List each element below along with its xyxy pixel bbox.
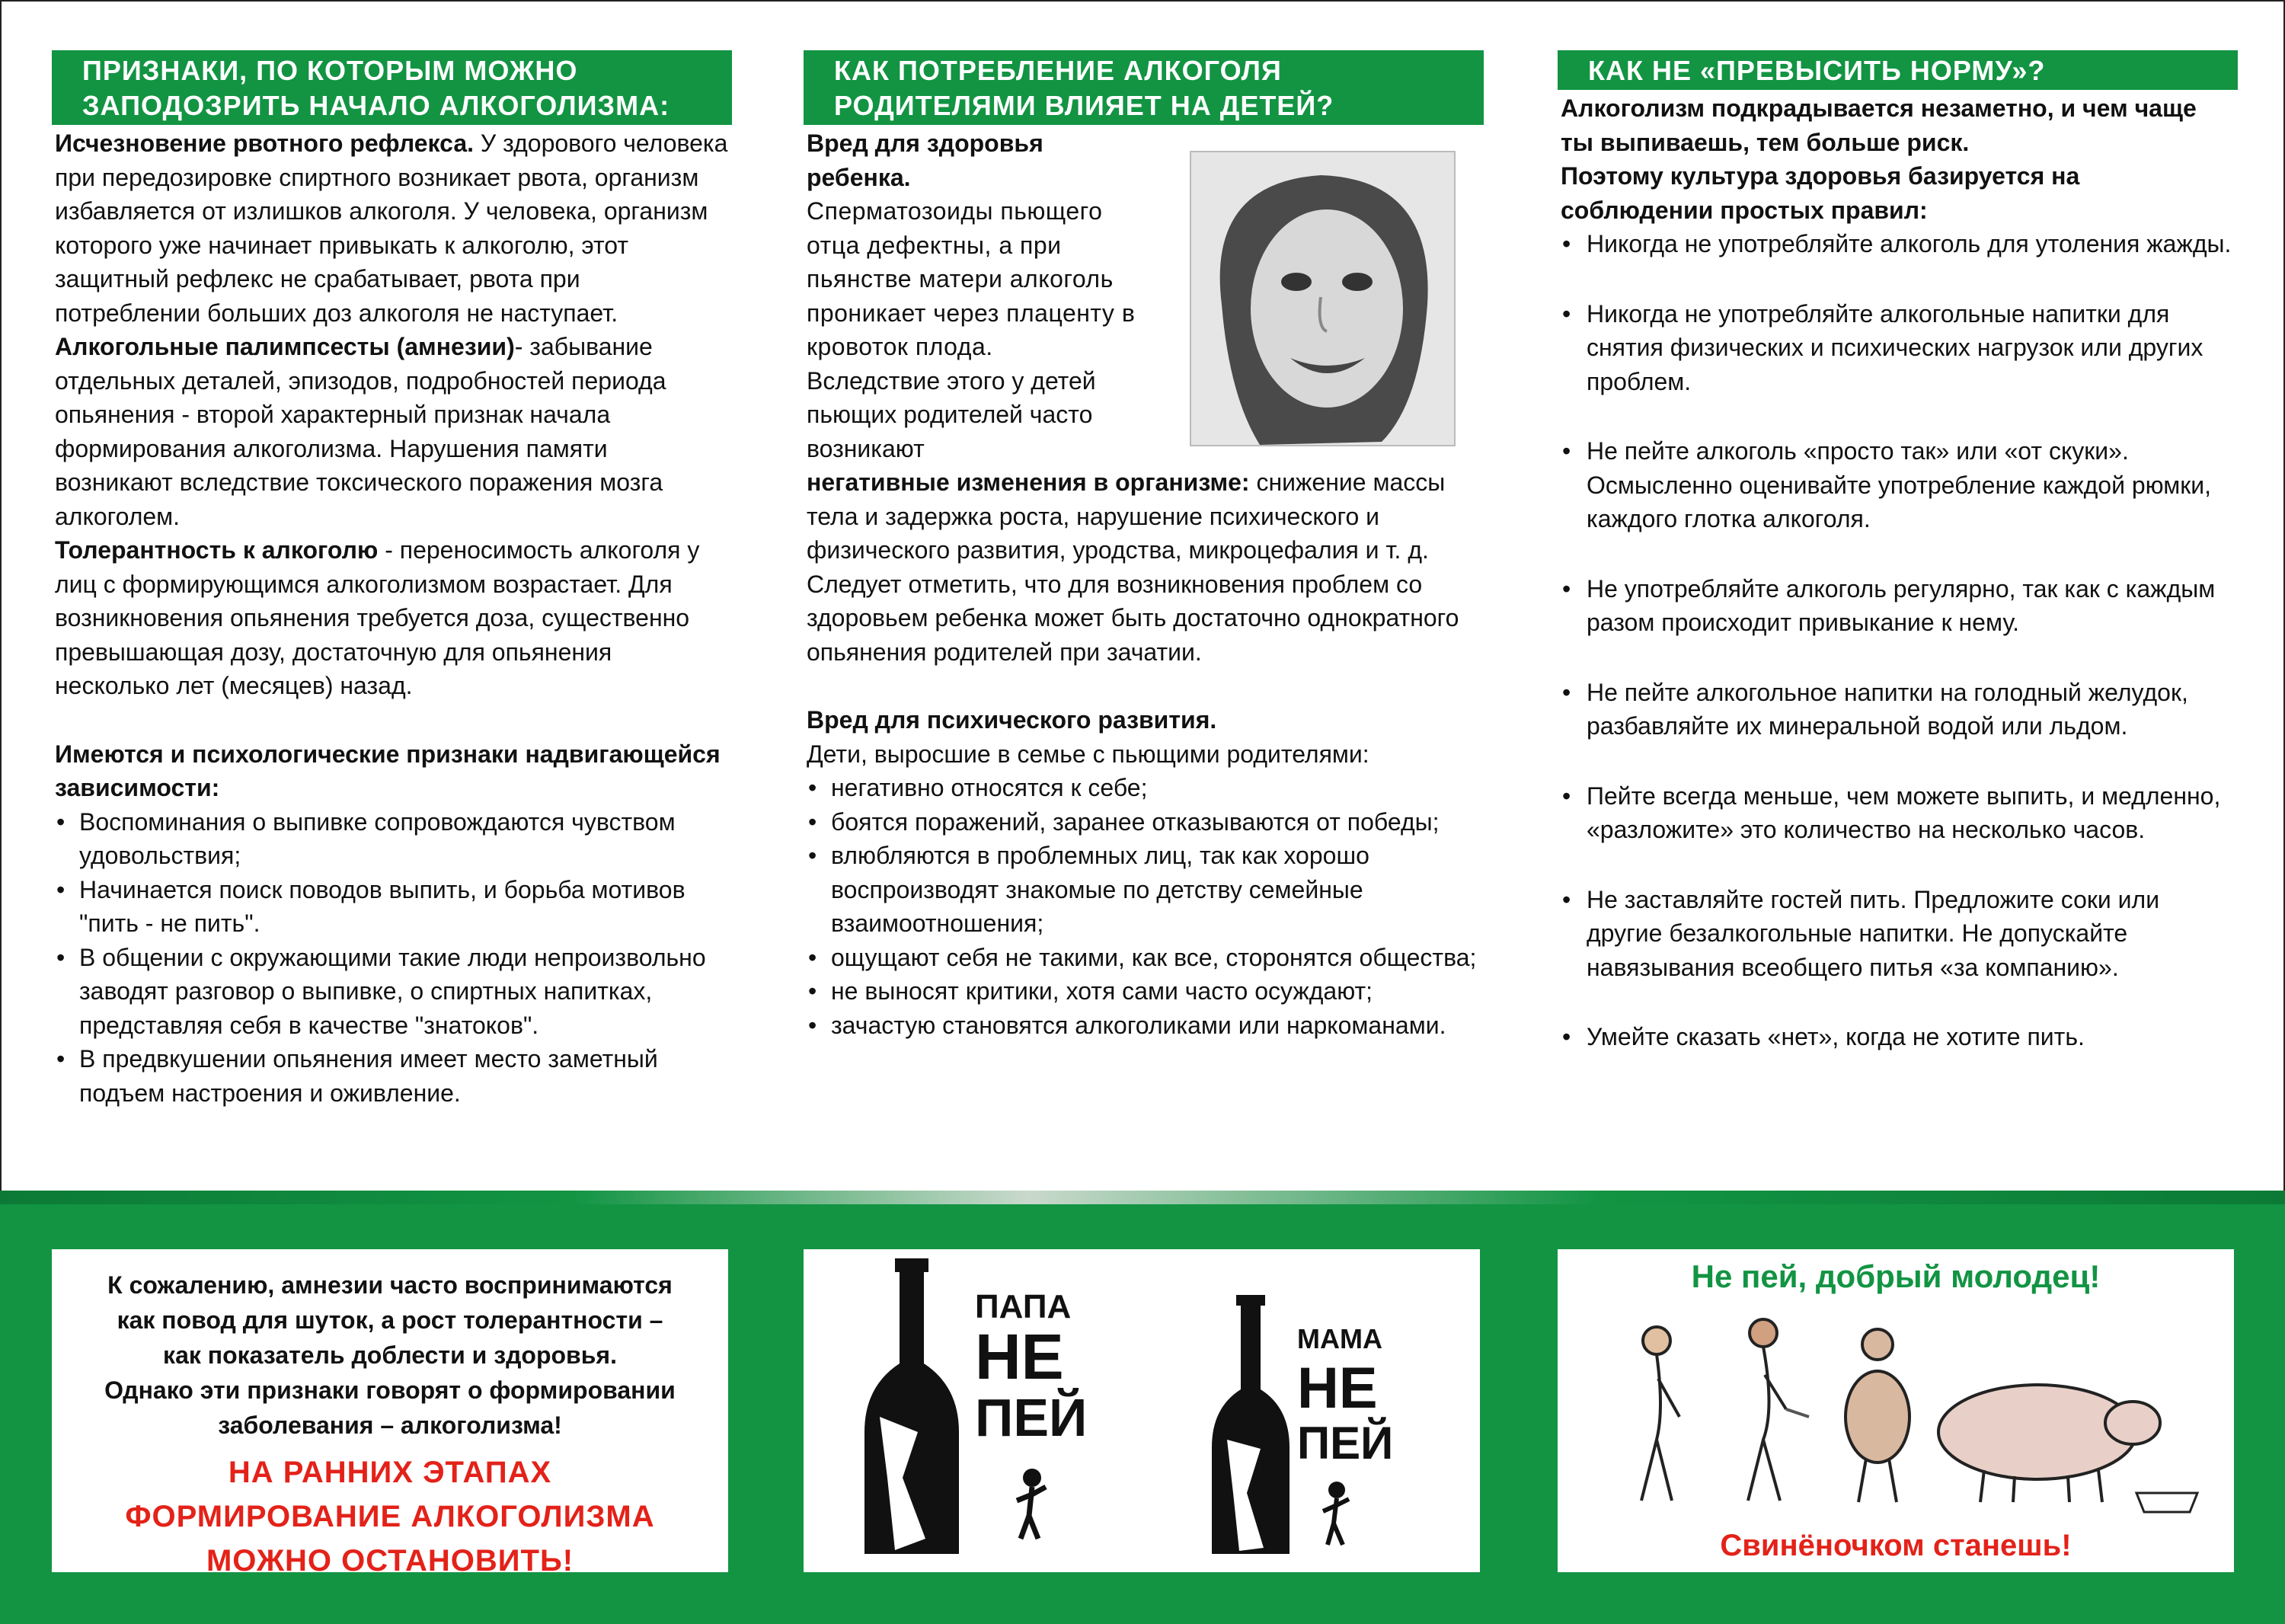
poster2-line3: ПЕЙ <box>1297 1418 1394 1469</box>
warning-line: К сожалению, амнезии часто воспринимаются <box>107 1271 673 1299</box>
column-norm <box>1558 50 2238 1090</box>
list-item: • Не пейте алкоголь «просто так» или «от скуки». Осмысленно оценивайте употребление каждой рюмки, каждого глотка алкоголя. <box>1561 434 2235 536</box>
list-item: • В предвкушении опьянения имеет место заметный подъем настроения и оживление. <box>55 1042 729 1110</box>
poster1-line1: ПАПА <box>975 1288 1072 1325</box>
warning-red-line: ФОРМИРОВАНИЕ АЛКОГОЛИЗМА <box>125 1500 655 1533</box>
warning-text <box>52 1249 728 1583</box>
bottle-icon <box>1212 1295 1290 1554</box>
harm-health-text3: Следует отметить, что для возникновения проблем со здоровьем ребенка может быть достаточно однократного опьянения родителей при зачатии. <box>807 570 1459 666</box>
list-item: • Умейте сказать «нет», когда не хотите пить. <box>1561 1020 2235 1054</box>
norm-rules-list <box>1561 227 2235 1054</box>
harm-health-negative: негативные изменения в организме: <box>807 468 1250 496</box>
signs-body <box>52 125 732 1110</box>
column-signs <box>52 50 732 1110</box>
pig-slogan-top: Не пей, добрый молодец! <box>1691 1258 2101 1294</box>
child-figure-icon <box>1323 1482 1349 1545</box>
warning-red <box>52 1450 728 1583</box>
warning-line: заболевания – алкоголизма! <box>218 1411 562 1439</box>
man-figure-icon <box>1641 1327 1679 1501</box>
warning-line: как показатель доблести и здоровья. <box>163 1341 617 1369</box>
list-item: • Пейте всегда меньше, чем можете выпить, и медленно, «разложите» это количество на несколько часов. <box>1561 779 2235 847</box>
list-item: • Не употребляйте алкоголь регулярно, так как с каждым разом происходит привыкание к нему. <box>1561 572 2235 640</box>
bottom-band-stripe <box>0 1191 2285 1204</box>
list-item: • боятся поражений, заранее отказываются от победы; <box>807 805 1481 839</box>
sign-tolerance <box>55 533 729 703</box>
norm-intro1: Алкоголизм подкрадывается незаметно, и чем чаще ты выпиваешь, тем больше риск. <box>1561 94 2197 156</box>
poster1-line2: НЕ <box>975 1321 1064 1392</box>
sign-vomit-reflex <box>55 126 729 330</box>
warning-line: Однако эти признаки говорят о формировании <box>104 1376 676 1404</box>
posters-illustration <box>804 1249 1480 1572</box>
panel-warning <box>52 1249 728 1578</box>
pig-icon <box>1938 1385 2160 1502</box>
heading-signs-line2: ЗАПОДОЗРИТЬ НАЧАЛО АЛКОГОЛИЗМА: <box>82 90 670 121</box>
sign-tolerance-text: - переносимость алкоголя у лиц с формирующимся алкоголизмом возрастает. Для возникновения опьянения требуется доза, существенно превышающая дозу, достаточную для опьянения несколько лет (месяцев) назад. <box>55 536 700 699</box>
heading-signs <box>52 50 732 125</box>
warning-line: как повод для шуток, а рост толерантности – <box>117 1306 663 1334</box>
harm-mental-list <box>807 771 1481 1042</box>
harm-health-text2 <box>807 465 1481 567</box>
heading-parents-line2: РОДИТЕЛЯМИ ВЛИЯЕТ НА ДЕТЕЙ? <box>834 90 1334 121</box>
list-item: • Никогда не употребляйте алкогольные напитки для снятия физических и психических нагрузок или других проблем. <box>1561 297 2235 399</box>
list-item: • негативно относятся к себе; <box>807 771 1481 805</box>
heading-parents-line1: КАК ПОТРЕБЛЕНИЕ АЛКОГОЛЯ <box>834 55 1282 86</box>
sign-tolerance-title: Толерантность к алкоголю <box>55 536 379 564</box>
list-item: • Воспоминания о выпивке сопровождаются чувством удовольствия; <box>55 805 729 873</box>
pig-slogan-bottom: Свинёночком станешь! <box>1720 1529 2072 1562</box>
norm-body <box>1558 90 2238 1054</box>
list-item: • Не заставляйте гостей пить. Предложите соки или другие безалкогольные напитки. Не допускайте навязывания всеобщего питья «за компанию». <box>1561 883 2235 985</box>
list-item: • В общении с окружающими такие люди непроизвольно заводят разговор о выпивке, о спиртных напитках, представляя себя в качестве "знатоков". <box>55 941 729 1043</box>
man-figure-icon <box>1748 1319 1809 1501</box>
harm-health-text2a-span: Вследствие этого у детей пьющих родителей часто возникают <box>807 366 1096 462</box>
list-item: • зачастую становятся алкоголиками или наркоманами. <box>807 1009 1481 1043</box>
evolution-illustration <box>1558 1303 2234 1531</box>
fat-man-icon <box>1846 1329 1909 1502</box>
heading-signs-line1: ПРИЗНАКИ, ПО КОТОРЫМ МОЖНО <box>82 55 578 86</box>
list-item: • Никогда не употребляйте алкоголь для утоления жажды. <box>1561 227 2235 261</box>
poster2-line1: МАМА <box>1297 1323 1382 1354</box>
poster1-line3: ПЕЙ <box>975 1388 1088 1447</box>
list-item: • Не пейте алкогольное напитки на голодный желудок, разбавляйте их минеральной водой или льдом. <box>1561 676 2235 743</box>
panel-posters <box>804 1249 1480 1572</box>
norm-intro2: Поэтому культура здоровья базируется на соблюдении простых правил: <box>1561 162 2080 224</box>
bottle-icon <box>864 1258 959 1554</box>
sign-amnesia <box>55 330 729 533</box>
list-item: • не выносят критики, хотя сами часто осуждают; <box>807 974 1481 1009</box>
harm-mental-title: Вред для психического развития. <box>807 706 1217 734</box>
harm-health-text1: Сперматозоиды пьющего отца дефектны, а при пьянстве матери алкоголь проникает через плаценту в кровоток плода. <box>807 197 1136 360</box>
child-figure-icon <box>1017 1469 1046 1539</box>
harm-health-text2b: снижение массы тела и задержка роста, нарушение психического и физического развития, уродства, микроцефалия и т. д. <box>807 468 1446 564</box>
harm-health-title: Вред для здоровья ребенка. <box>807 129 1043 191</box>
harm-health-text2a <box>807 364 1157 466</box>
panel-pig <box>1558 1249 2234 1572</box>
list-item: • ощущают себя не такими, как все, сторонятся общества; <box>807 941 1481 975</box>
warning-red-line: НА РАННИХ ЭТАПАХ <box>228 1456 552 1489</box>
sign-amnesia-text: - забывание отдельных деталей, эпизодов, подробностей периода опьянения - второй характерный признак начала формирования алкоголизма. Нарушения памяти возникают вследствие токсического поражения мозга алкоголем. <box>55 333 666 530</box>
harm-mental-intro: Дети, выросшие в семье с пьющими родителями: <box>807 740 1369 768</box>
poster2-line2: НЕ <box>1297 1356 1378 1421</box>
psych-signs-list <box>55 805 729 1111</box>
sign-vomit-title: Исчезновение рвотного рефлекса. <box>55 129 475 157</box>
sign-vomit-text: У здорового человека при передозировке спиртного возникает рвота, организм избавляется от излишков алкоголя. У человека, организм которого уже начинает привыкать к алкоголю, этот защитный рефлекс не срабатывает, рвота при потреблении больших доз алкоголя не наступает. <box>55 129 728 327</box>
trough-icon <box>2136 1493 2197 1512</box>
child-face-icon <box>1191 152 1454 445</box>
heading-parents <box>804 50 1484 125</box>
heading-norm: КАК НЕ «ПРЕВЫСИТЬ НОРМУ»? <box>1558 50 2238 90</box>
warning-red-line: МОЖНО ОСТАНОВИТЬ! <box>206 1544 574 1578</box>
child-photo <box>1190 151 1456 446</box>
sign-amnesia-title: Алкогольные палимпсесты (амнезии) <box>55 333 515 360</box>
list-item: • влюбляются в проблемных лиц, так как хорошо воспроизводят знакомые по детству семейные взаимоотношения; <box>807 839 1481 941</box>
list-item: • Начинается поиск поводов выпить, и борьба мотивов "пить - не пить". <box>55 873 729 941</box>
psych-signs-heading: Имеются и психологические признаки надвигающейся зависимости: <box>55 740 721 801</box>
